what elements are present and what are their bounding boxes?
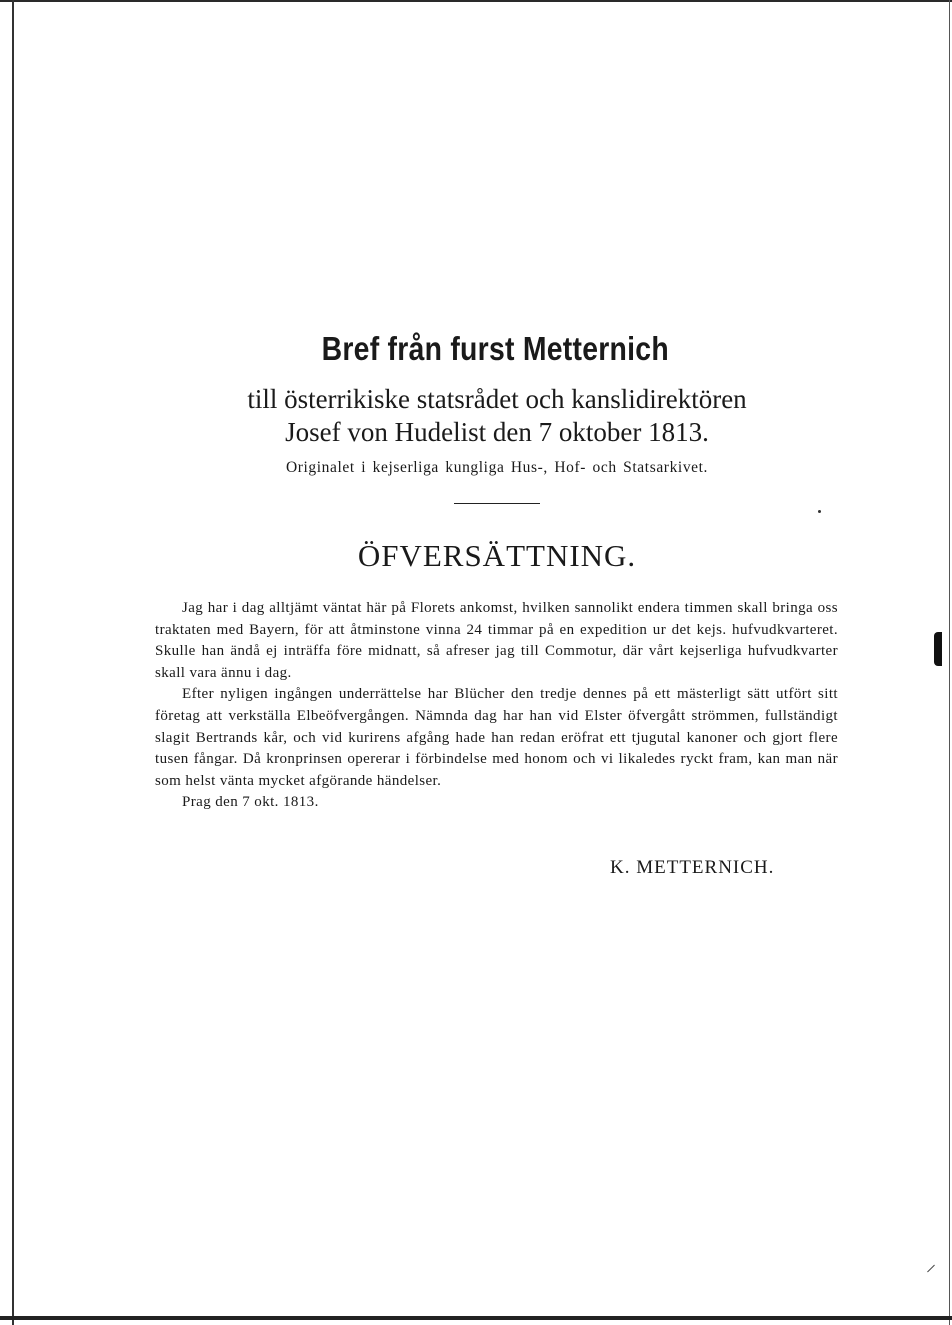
section-heading: ÖFVERSÄTTNING.: [357, 538, 637, 573]
page-edge-bottom: [0, 1316, 952, 1320]
page-edge-top: [0, 0, 952, 2]
page-edge-left: [12, 0, 14, 1325]
stray-dot: [818, 510, 821, 513]
paragraph: Efter nyligen ingången underrättelse har Blücher den tredje dennes på ett mästerligt sätt utfört sitt företag att verkställa Elbeöfvergången. Nämnda dag har han vid Elster öfvergått strömmen, fullständigt slagit Bertrands kår, och vid kurirens afgång hade han redan eröfrat ett tjugutal kanoner och gjort flere tusen fångar. Då kronprinsen opererar i förbindelse med honom och vi likaledes ryckt fram, kan man när som helst vänta mycket afgörande händelser.: [155, 686, 838, 789]
paragraph: Jag har i dag alltjämt väntat här på Florets ankomst, hvilken sannolikt endera timmen skall bringa oss traktaten med Bayern, för att åtminstone vinna 24 timmar på en expedition ur det kejs. hufvudkvarteret. Skulle han ändå ej inträffa före midnatt, så afreser jag till Commotur, där vårt kejserliga hufvudkvarter skall vara ännu i dag.: [155, 600, 838, 681]
stray-mark: [927, 1265, 935, 1273]
dateline: Prag den 7 okt. 1813.: [182, 794, 319, 811]
signature: K. METTERNICH.: [610, 857, 775, 878]
page-edge-right: [949, 0, 950, 1325]
binding-mark: [934, 632, 942, 666]
document-title: Bref från furst Metternich: [321, 330, 669, 367]
source-note: Originalet i kejserliga kungliga Hus-, Hof- och Statsarkivet.: [285, 459, 709, 476]
letter-body: [155, 598, 838, 814]
divider-rule: [454, 503, 540, 504]
subtitle-line-1: till österrikiske statsrådet och kanslidirektören: [247, 384, 747, 414]
subtitle-line-2: Josef von Hudelist den 7 oktober 1813.: [285, 417, 709, 447]
